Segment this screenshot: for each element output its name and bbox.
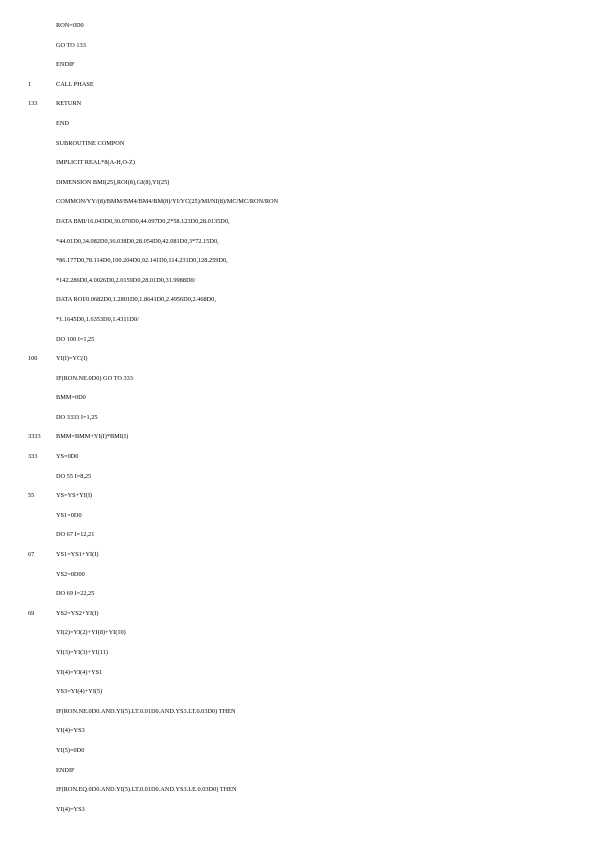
line-text: YI(2)=YI(2)+YI(8)+YI(10) <box>56 629 126 637</box>
line-text: IF(RON.EQ.0D0.AND.YI(5).LT.0.01D0.AND.YS3.LE.0.03D0) THEN <box>56 786 237 794</box>
line-text: *44.01D0,34.082D0,36.038D0,28.054D0,42.081D0,3*72.15D0, <box>56 237 219 245</box>
code-line <box>28 486 568 506</box>
code-line <box>28 408 568 428</box>
code-line <box>28 114 568 134</box>
line-text: YS=0D0 <box>56 453 79 461</box>
line-text: YS=YS+YI(I) <box>56 492 93 500</box>
line-text: CALL PHASE <box>56 80 94 88</box>
code-line <box>28 55 568 75</box>
code-line <box>28 780 568 800</box>
line-text: BMM=BMM+YI(I)*BMI(I) <box>56 433 129 441</box>
code-line <box>28 369 568 389</box>
line-text: YS1=YS1+YI(I) <box>56 551 99 559</box>
line-label: 133 <box>28 100 38 108</box>
code-line <box>28 251 568 271</box>
line-text: *1.1645D0,1.6353D0,1.4311D0/ <box>56 315 139 323</box>
line-text: IF(RON.NE.0D0.AND.YI(5).LT.0.01D0.AND.YS3.LT.0.03D0) THEN <box>56 707 236 715</box>
line-text: YS3=YI(4)+YI(5) <box>56 688 103 696</box>
line-text: YI(3)=YI(3)+YI(11) <box>56 649 108 656</box>
code-line <box>28 702 568 722</box>
code-line <box>28 192 568 212</box>
code-line <box>28 565 568 585</box>
line-text: DO 3333 I=1,25 <box>56 413 98 421</box>
line-label: 67 <box>28 551 35 559</box>
line-text: RON=0D0 <box>56 22 84 29</box>
line-text: ENDIF <box>56 766 75 774</box>
line-text: ENDIF <box>56 61 75 69</box>
code-line <box>28 36 568 56</box>
line-text: YI(4)=YS3 <box>56 727 85 735</box>
line-text: YI(4)=YS3 <box>56 805 85 813</box>
code-line <box>28 271 568 291</box>
line-text: DO 100 I=1,25 <box>56 335 95 343</box>
code-line <box>28 584 568 604</box>
code-line <box>28 349 568 369</box>
line-text: YS1=0D0 <box>56 511 82 519</box>
line-text: YI(5)=0D0 <box>56 746 85 754</box>
code-line <box>28 800 568 820</box>
code-line <box>28 721 568 741</box>
code-line <box>28 94 568 114</box>
line-text: GO TO 133 <box>56 41 86 49</box>
code-line <box>28 506 568 526</box>
line-label: 100 <box>28 355 38 363</box>
code-line <box>28 16 568 36</box>
code-line <box>28 388 568 408</box>
line-text: YS2=0D00 <box>56 570 85 578</box>
line-label: 69 <box>28 609 35 617</box>
code-line <box>28 232 568 252</box>
code-line <box>28 75 568 95</box>
code-line <box>28 663 568 683</box>
code-line <box>28 212 568 232</box>
code-line <box>28 741 568 761</box>
code-line <box>28 761 568 781</box>
line-text: DO 55 I=8,25 <box>56 472 92 480</box>
line-text: END <box>56 119 69 127</box>
code-line <box>28 447 568 467</box>
code-line <box>28 545 568 565</box>
line-label: 333 <box>28 453 38 461</box>
line-text: *142.286D0,4.0026D0,2.0159D0,28.01D0,31.9988D0/ <box>56 276 196 284</box>
code-line <box>28 467 568 487</box>
line-text: RETURN <box>56 100 82 108</box>
line-text: YS2=YS2+YI(I) <box>56 609 99 617</box>
code-line <box>28 134 568 154</box>
code-line <box>28 643 568 663</box>
code-listing <box>28 16 568 819</box>
code-line <box>28 525 568 545</box>
code-line <box>28 623 568 643</box>
line-text: DATA BMI/16.043D0,30.070D0,44.097D0,2*58.123D0,28.0135D0, <box>56 217 230 225</box>
line-label: 3333 <box>28 433 41 441</box>
line-text: *86.177D0,78.114D0,100.204D0,92.141D0,114.231D0,128.259D0, <box>56 257 228 265</box>
line-text: COMMON/YY/(8)/BMM/BM4/BM4/BM(8)/YI/YC(25)/MI/NI(8)/MC/MC/RON/RON <box>56 198 279 206</box>
line-text: DIMENSION BMI(25),ROI(8),GI(8),YI(25) <box>56 178 170 186</box>
line-text: DO 67 I=12,21 <box>56 531 95 539</box>
code-line <box>28 310 568 330</box>
line-text: IMPLICIT REAL*8(A-H,O-Z) <box>56 159 135 167</box>
line-text: YI(4)=YI(4)+YS1 <box>56 668 103 676</box>
line-text: DATA ROI/0.0682D0,1.2801D0,1.8641D0,2.4956D0,2.468D0, <box>56 296 216 304</box>
line-text: BMM=0D0 <box>56 394 86 402</box>
code-line <box>28 290 568 310</box>
line-text: YI(I)=YC(I) <box>56 355 88 363</box>
line-label: 55 <box>28 492 35 500</box>
code-line <box>28 604 568 624</box>
code-line <box>28 427 568 447</box>
line-text: SUBROUTINE COMPON <box>56 139 125 147</box>
line-text: DO 69 I=22,25 <box>56 590 95 598</box>
code-line <box>28 330 568 350</box>
line-text: IF(RON.NE.0D0) GO TO 333 <box>56 374 133 382</box>
line-label: 1 <box>28 80 32 88</box>
code-line <box>28 173 568 193</box>
code-line <box>28 682 568 702</box>
code-line <box>28 153 568 173</box>
